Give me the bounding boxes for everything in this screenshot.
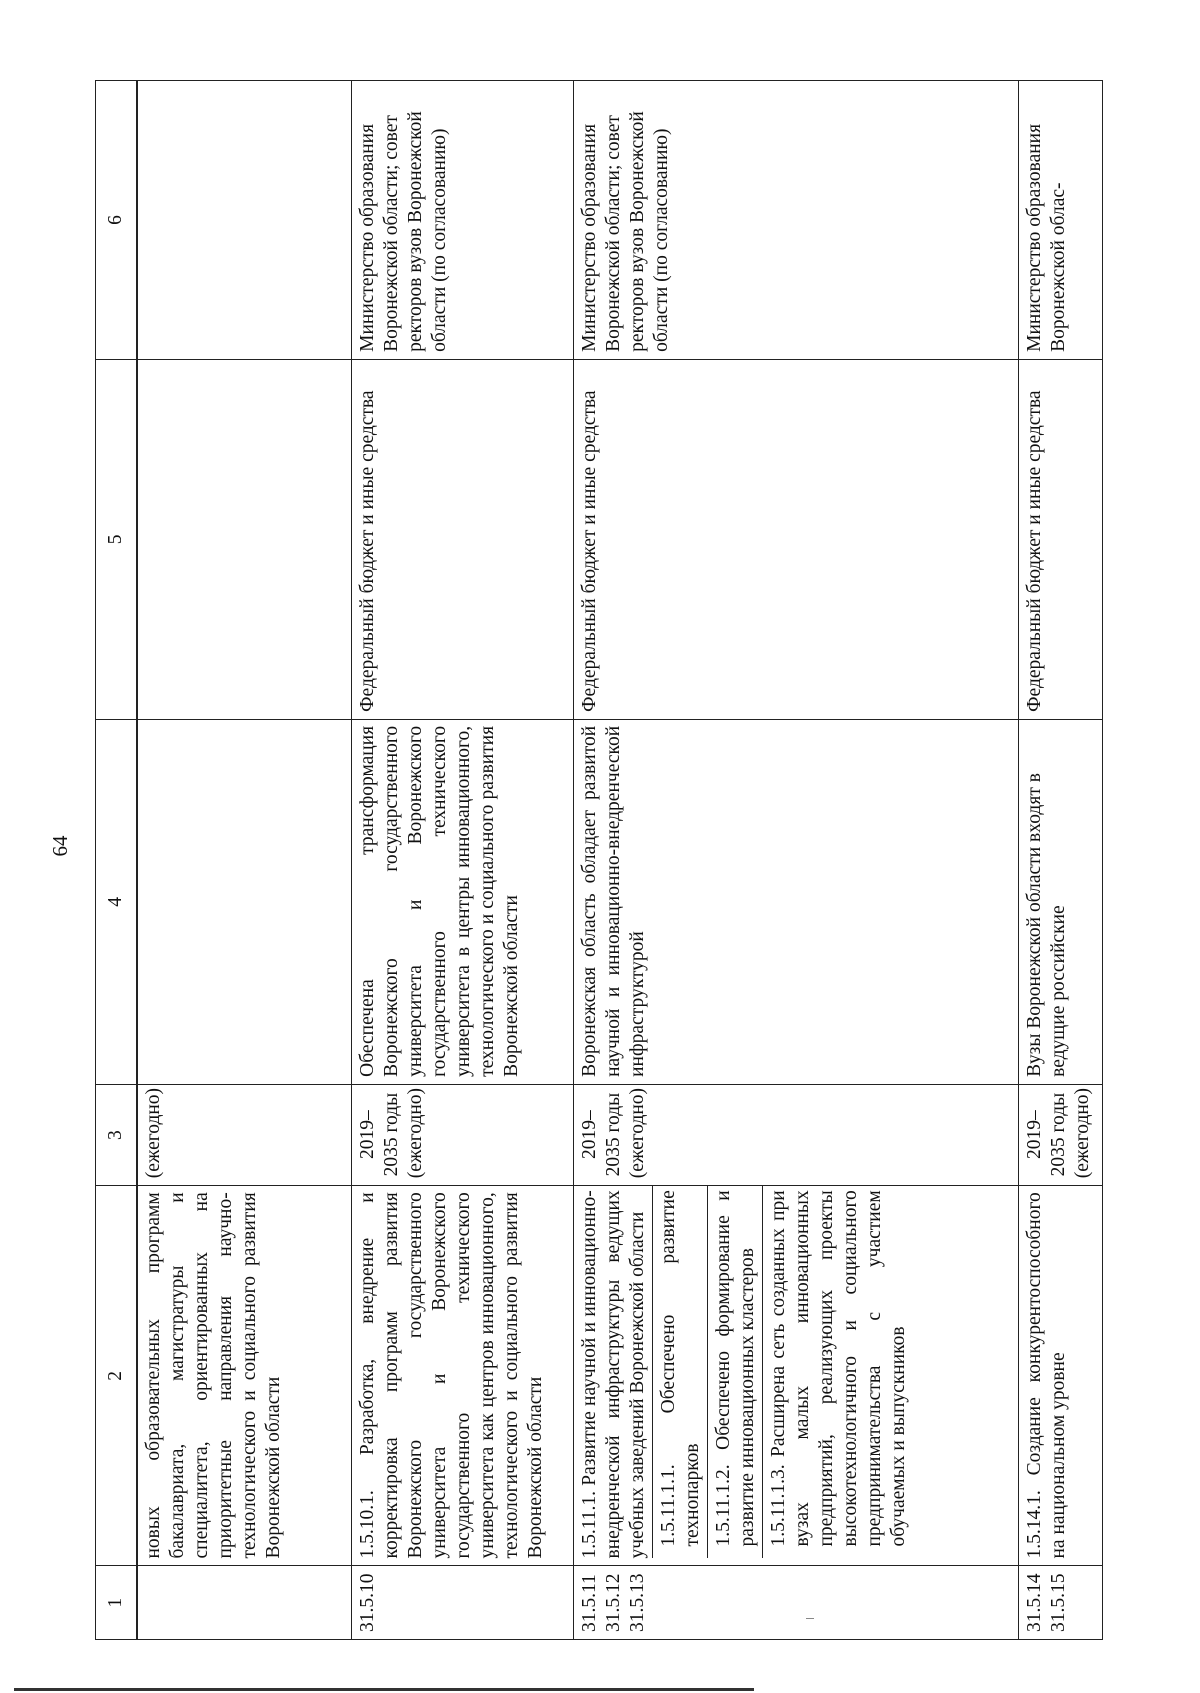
- rotated-table-container: [95, 80, 1125, 1640]
- funding-cell: Федеральный бюджет и иные средства: [351, 359, 573, 719]
- result-cell: Воронежская область обладает развитой научной и инновационно-внедренческой инфраструктурой: [573, 719, 1018, 1084]
- header-col-2: 2: [96, 1186, 138, 1566]
- funding-cell: Федеральный бюджет и иные средства: [573, 359, 1018, 719]
- code-cell: 31.5.14 31.5.15: [1018, 1566, 1102, 1640]
- funding-cell: [137, 359, 351, 719]
- executor-cell: Министерство образования Воронежской области; совет ректоров вузов Воронежской области (по согласованию): [351, 81, 573, 360]
- description-cell: 1.5.14.1. Создание конкурентоспособного на национальном уровне: [1018, 1186, 1102, 1566]
- header-col-3: 3: [96, 1084, 138, 1185]
- subitems-table: [574, 1186, 913, 1558]
- description-cell: [573, 1186, 1018, 1566]
- page-number: 64: [48, 835, 72, 857]
- subitem-main: 1.5.11.1. Развитие научной и инновационно-внедренческой инфраструктуры ведущих учебных заведений Воронежской области: [578, 1190, 648, 1559]
- description-cell: новых образовательных программ бакалавриата, магистратуры и специалитета, ориентированных на приоритетные направления научно-технологического и социального развития Воронежской области: [137, 1186, 351, 1566]
- code-cell: 31.5.10: [351, 1566, 573, 1640]
- result-cell: Обеспечена трансформация Воронежского государственного университета и Воронежского государственного технического университета в центры инновационного, технологического и социального развития Воронежской области: [351, 719, 573, 1084]
- executor-cell: Министерство образования Воронежской области; совет ректоров вузов Воронежской области (по согласованию): [573, 81, 1018, 360]
- header-col-1: 1: [96, 1566, 138, 1640]
- subitem: 1.5.11.1.1. Обеспечено развитие технопарков: [652, 1186, 707, 1558]
- scan-mark: [806, 1618, 814, 1619]
- header-col-5: 5: [96, 359, 138, 719]
- executor-cell: [137, 81, 351, 360]
- result-cell: [137, 719, 351, 1084]
- table-row: [351, 81, 573, 1640]
- period-cell: 2019–2035 годы (ежегодно): [573, 1084, 1018, 1185]
- code-cell: [137, 1566, 351, 1640]
- header-col-4: 4: [96, 719, 138, 1084]
- subitem: 1.5.11.1.2. Обеспечено формирование и развитие инновационных кластеров: [707, 1186, 762, 1558]
- header-col-6: 6: [96, 81, 138, 360]
- table-row: [573, 81, 1018, 1640]
- period-cell: 2019–2035 годы (ежегодно): [351, 1084, 573, 1185]
- executor-cell: Министерство образования Воронежской облас-: [1018, 81, 1102, 360]
- table-row: [137, 81, 351, 1640]
- period-cell: (ежегодно): [137, 1084, 351, 1185]
- header-row: [96, 81, 138, 1640]
- result-cell: Вузы Воронежской области входят в ведущие российские: [1018, 719, 1102, 1084]
- funding-cell: Федеральный бюджет и иные средства: [1018, 359, 1102, 719]
- plan-table: [95, 80, 1103, 1640]
- period-cell: 2019–2035 годы (ежегодно): [1018, 1084, 1102, 1185]
- description-cell: 1.5.10.1. Разработка, внедрение и корректировка программ развития Воронежского государственного университета и Воронежского государственного технического университета как центров инновационного, технологического и социального развития Воронежской области: [351, 1186, 573, 1566]
- table-row: [1018, 81, 1102, 1640]
- code-cell: 31.5.11 31.5.12 31.5.13: [573, 1566, 1018, 1640]
- scan-edge-line: [14, 1688, 754, 1691]
- subitem: 1.5.11.1.3. Расширена сеть созданных при вузах малых инновационных предприятий, реализующих проекты высокотехнологичного и социального предпринимательства с участием обучаемых и выпускников: [762, 1186, 913, 1558]
